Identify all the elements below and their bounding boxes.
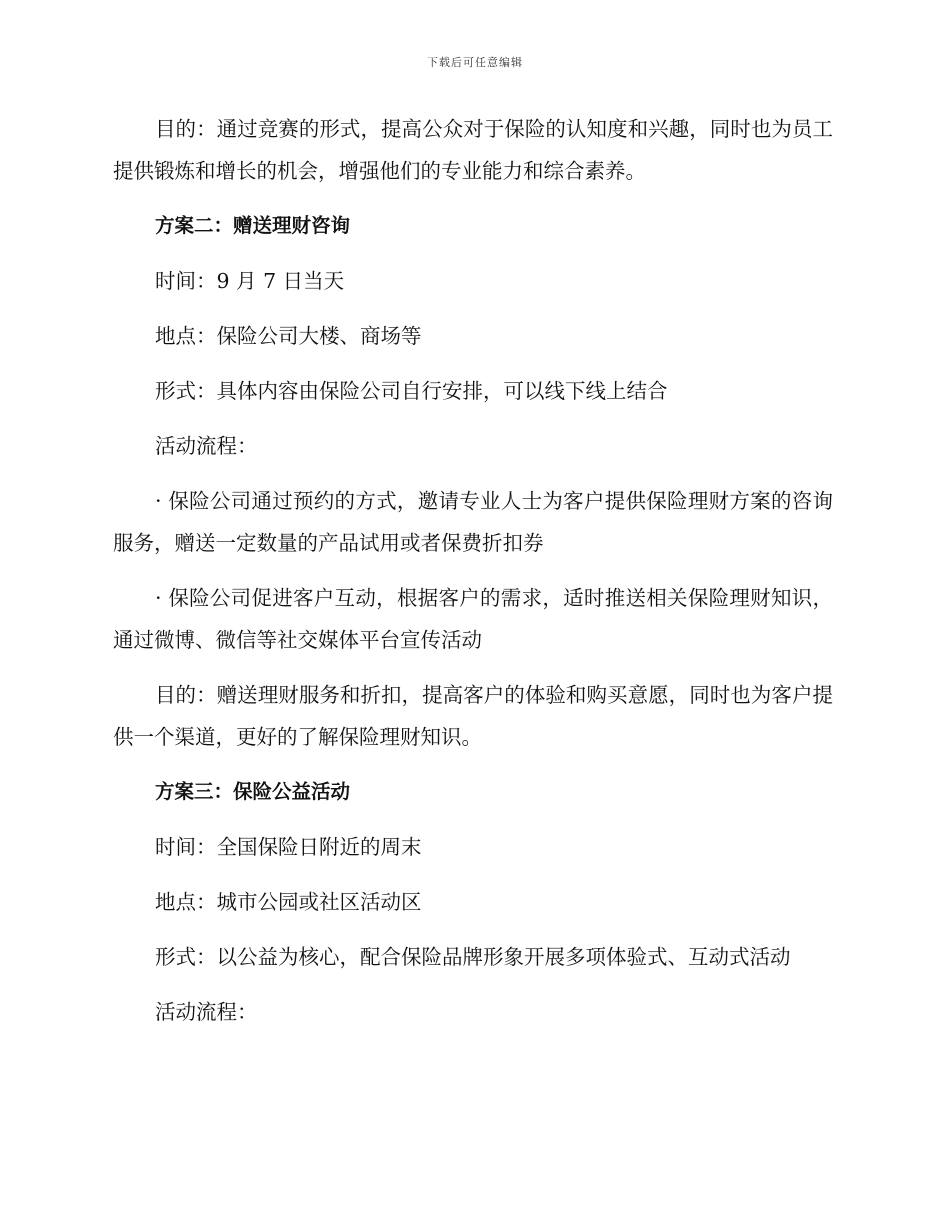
paragraph-time-3: 时间：全国保险日附近的周末: [155, 835, 422, 859]
paragraph-format-2: 形式：具体内容由保险公司自行安排，可以线下线上结合: [155, 379, 668, 403]
paragraph-time-2: 时间：9 月 7 日当天: [155, 269, 345, 293]
list-item-consultation: · 保险公司通过预约的方式，邀请专业人士为客户提供保险理财方案的咨询服务，赠送一定数量的产品试用或者保费折扣券: [113, 489, 833, 555]
paragraph-location-2: 地点：保险公司大楼、商场等: [155, 324, 422, 348]
paragraph-purpose-1: 目的：通过竞赛的形式，提高公众对于保险的认知度和兴趣，同时也为员工提供锻炼和增长的机会，增强他们的专业能力和综合素养。: [113, 117, 833, 183]
paragraph-format-3: 形式：以公益为核心，配合保险品牌形象开展多项体验式、互动式活动: [155, 945, 791, 969]
paragraph-process-label-2: 活动流程：: [155, 434, 258, 458]
list-item-interaction: · 保险公司促进客户互动，根据客户的需求，适时推送相关保险理财知识，通过微博、微信等社交媒体平台宣传活动: [113, 586, 833, 652]
paragraph-location-3: 地点：城市公园或社区活动区: [155, 890, 422, 914]
heading-plan-3: 方案三：保险公益活动: [155, 780, 351, 803]
header-note: 下载后可任意编辑: [427, 56, 523, 69]
paragraph-process-label-3: 活动流程：: [155, 1000, 258, 1024]
paragraph-purpose-2: 目的：赠送理财服务和折扣，提高客户的体验和购买意愿，同时也为客户提供一个渠道，更好的了解保险理财知识。: [113, 683, 833, 749]
heading-plan-2: 方案二：赠送理财咨询: [155, 214, 351, 237]
document-body: [113, 108, 833, 1046]
